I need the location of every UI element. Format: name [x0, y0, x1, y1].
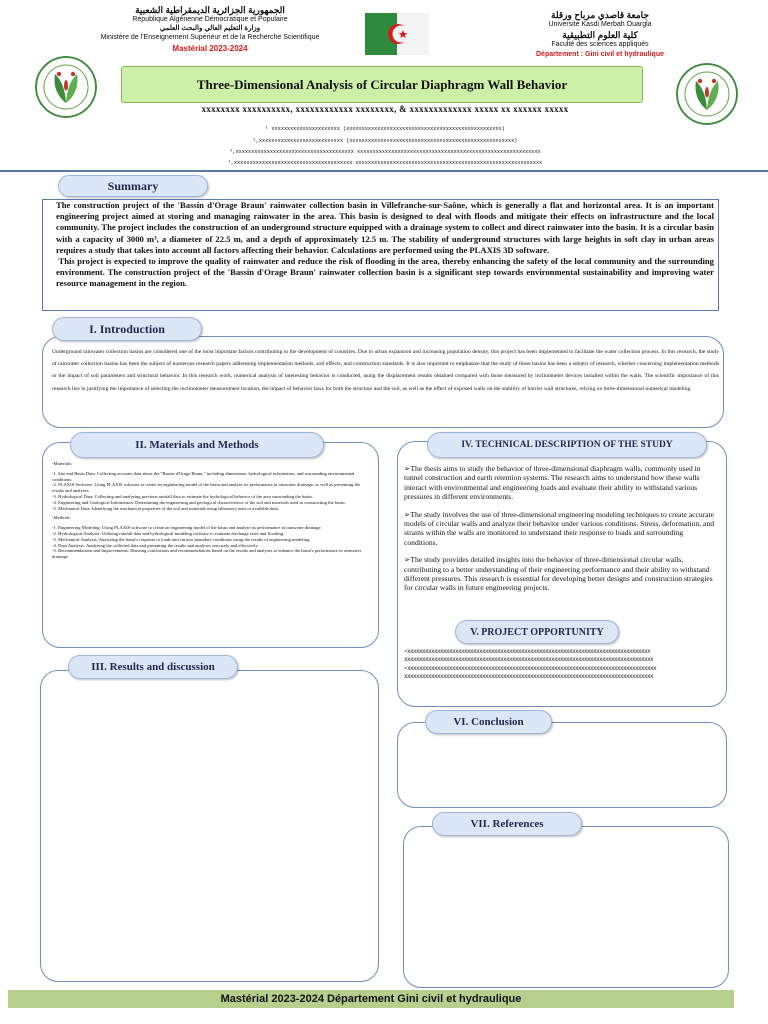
header-mastere: Mastérial 2023-2024 [172, 44, 248, 53]
materials-item: -3. Hydrological Data: Collecting and analyzing previous rainfall data to estimate the hydrological behavior of the area surrounding the basin. [52, 493, 313, 499]
university-logo-icon [35, 56, 97, 118]
opportunity-line: ➢xxxxxxxxxxxxxxxxxxxxxxxxxxxxxxxxxxxxxxxxxxxxxxxxxxxxxxxxxxxxxxxxxxxxxxxxxxxxxxxxx [404, 648, 651, 655]
summary-text [56, 200, 714, 290]
references-heading: VII. References [432, 812, 582, 836]
references-panel [403, 826, 729, 988]
header-department [480, 50, 720, 60]
authors: xxxxxxxx xxxxxxxxxx, xxxxxxxxxxxx xxxxxxxx, & xxxxxxxxxxxxx xxxxx xx xxxxxx xxxxx [201, 104, 569, 114]
methods-item: -4. Data Analysis: Analyzing the collected data and presenting the results and analyses concisely and effectively. [52, 542, 259, 548]
header-french-university: Université Kasdi Merbah Ouargla [548, 21, 652, 28]
summary-heading: Summary [58, 175, 208, 197]
technical-paragraph: ➢The thesis aims to study the behavior of three-dimensional diaphragm walls, commonly used in tunnel construction and earth retention systems. The research aims to understand how these walls interact with environmental and engineering loads and evaluate their ability to withstand various pressures in different environments. [404, 464, 701, 502]
header-french-ministry: Ministère de l'Enseignement Supérieur et de la Recherche Scientifique [100, 34, 320, 41]
introduction-heading: I. Introduction [52, 317, 202, 341]
results-heading: III. Results and discussion [68, 655, 238, 679]
university-logo-icon [676, 63, 738, 125]
technical-paragraph: ➢The study involves the use of three-dimensional engineering modeling techniques to create accurate models of circular walls and analyze their behavior under various conditions. Stress, deformation, and strains within the walls are monitored to understand their response to loads and surrounding conditions. [404, 509, 715, 547]
opportunity-text [404, 648, 718, 682]
algeria-flag-icon [365, 13, 429, 55]
header-divider [0, 170, 768, 172]
opportunity-heading: V. PROJECT OPPORTUNITY [455, 620, 619, 644]
department-value: Gini civil et hydraulique [585, 51, 664, 58]
affiliation-4: ⁴,xxxxxxxxxxxxxxxxxxxxxxxxxxxxxxxxxxxxxx xxxxxxxxxxxxxxxxxxxxxxxxxxxxxxxxxxxxxxxxxxxxxxxxxxxxxxxxxxxx [227, 160, 543, 166]
methods-item: -1. Engineering Modeling: Using PLAXIS software to create an engineering model of the basin and analyze its performance in rainwater drainage. [52, 525, 322, 531]
header-french-faculty: Faculté des sciences appliqués [551, 41, 649, 48]
header-right [480, 10, 720, 60]
methods-heading: II. Materials and Methods [70, 432, 324, 458]
department-label: Département : [536, 51, 584, 58]
poster-title: Three-Dimensional Analysis of Circular Diaphragm Wall Behavior [121, 66, 643, 103]
affiliation-1: ¹ xxxxxxxxxxxxxxxxxxxxxx (xxxxxxxxxxxxxxxxxxxxxxxxxxxxxxxxxxxxxxxxxxxxxxxxxx) [265, 126, 505, 132]
materials-item: -2. PLAXIS Software: Using PLAXIS software to create an engineering model of the basin and analyze its performance in rainwater drainage, as well as presenting the results and analyses. [52, 482, 361, 494]
materials-item: -1. Site and Basin Data: Collecting accurate data about the "Bassin d'Orage Braun," including dimensions, hydrological information, and surrounding environmental conditions. [52, 470, 355, 482]
materials-item: -5. Mechanical Data: Identifying the mechanical properties of the soil and materials using laboratory tests or available data. [52, 505, 279, 511]
footer: Mastérial 2023-2024 Département Gini civil et hydraulique [8, 990, 734, 1008]
header-arabic-university: جامعة قاصدي مرباح ورقلة [551, 10, 649, 20]
technical-text [404, 464, 718, 601]
methods-text [52, 461, 370, 560]
header-arabic-ministry: وزارة التعليم العالي والبحث العلمي [159, 25, 261, 32]
methods-item: -2. Hydrological Analysis: Utilizing rainfall data and hydrological modeling software to estimate discharge rates and flooding. [52, 530, 285, 536]
materials-label: -Materials: [52, 461, 73, 466]
header-arabic-republic: الجمهورية الجزائرية الديمقراطية الشعبية [135, 5, 285, 15]
summary-paragraph-2: This project is expected to improve the quality of rainwater and reduce the risk of flooding in the area, thereby enhancing the safety of the local community and the surrounding environment. The construction project of the 'Bassin d'Orage Braun' rainwater collection basin is a significant step towards environmental sustainability and improving water resource management in the region. [56, 256, 714, 289]
affiliation-3: ³,xxxxxxxxxxxxxxxxxxxxxxxxxxxxxxxxxxxxxx xxxxxxxxxxxxxxxxxxxxxxxxxxxxxxxxxxxxxxxxxxxxxxxxxxxxxxxxxxx [229, 149, 541, 155]
conclusion-panel [397, 722, 727, 808]
introduction-text: Underground rainwater collection basins are considered one of the most important factors contributing to the development of countries. Due to urban expansion and increasing population density, this project has been implemented to facilitate the water collection process. In this research, the study of rainwater collection basins has been the subject of numerous research papers addressing implementation methods, soil effects, and construction standards. It is also important to emphasize that the study of these basins has been a subject of research, whether concerning implementation methods or the impact of soil parameters and structural behavior. In this research work, numerical analysis of interesting behavior is conducted, using the displacement results obtained compared with those measured by inclinometer devices installed within the walls. The scientific importance of this research lies in justifying the importance of selecting the inclinometer measurement location, the impact of behavior laws for both the structure and the soil, as well as the effect of exposed walls on the stability of barrier wall structures, relying on three-dimensional numerical modeling. [52, 349, 719, 392]
header-french-republic: République Algérienne Démocratique et Populaire [132, 16, 288, 23]
technical-heading: IV. TECHNICAL DESCRIPTION OF THE STUDY [427, 432, 707, 458]
summary-paragraph-1: The construction project of the 'Bassin d'Orage Braun' rainwater collection basin in Villefranche-sur-Saône, which is generally a flat and horizontal area. It is an important engineering project aimed at storing and managing rainwater in the area. This basin is designed to deal with floods and mitigate their effects on infrastructure and the local community. The project includes the construction of an underground structure equipped with a drainage system to collect and direct rainwater into the basin. It is a circular basin with a capacity of 3000 m³, a diameter of 22.5 m, and a depth of approximately 12.5 m. The stability of underground structures with large heights in soft clay in urban areas requires a study that takes into account all factors affecting their behavior. Calculations are performed using the PLAXIS 3D software. [56, 200, 714, 255]
header-arabic-faculty: كلية العلوم التطبيقية [562, 30, 638, 40]
conclusion-heading: VI. Conclusion [425, 710, 552, 734]
methods-item: -3. Mechanical Analysis: Analyzing the basin's response to loads and various boundary conditions using the results of engineering modeling. [52, 536, 311, 542]
header-left [60, 6, 360, 53]
results-panel [40, 670, 379, 982]
opportunity-line: xxxxxxxxxxxxxxxxxxxxxxxxxxxxxxxxxxxxxxxxxxxxxxxxxxxxxxxxxxxxxxxxxxxxxxxxxxxxxxxxxxx [404, 673, 654, 681]
affiliation-2: ²,xxxxxxxxxxxxxxxxxxxxxxxxxxx (xxxxxxxxxxxxxxxxxxxxxxxxxxxxxxxxxxxxxxxxxxxxxxxxxxxxx) [252, 138, 518, 144]
technical-paragraph: ➢The study provides detailed insights into the behavior of three-dimensional circular walls, contributing to a better understanding of their engineering performance and their ability to withstand different pressures. This research is essential for developing better designs and construction strategies for circular walls in future engineering projects. [404, 555, 713, 593]
materials-item: -4. Engineering and Geological Information: Determining the engineering and geological characteristics of the soil and materials used in constructing the basin. [52, 499, 346, 505]
opportunity-line: xxxxxxxxxxxxxxxxxxxxxxxxxxxxxxxxxxxxxxxxxxxxxxxxxxxxxxxxxxxxxxxxxxxxxxxxxxxxxxxxxxx [404, 656, 654, 664]
methods-item: -5. Recommendations and Improvements: Drawing conclusions and recommendations based on the results and analyses to enhance the basin's performance in rainwater drainage. [52, 548, 362, 560]
opportunity-line: ➢xxxxxxxxxxxxxxxxxxxxxxxxxxxxxxxxxxxxxxxxxxxxxxxxxxxxxxxxxxxxxxxxxxxxxxxxxxxxxxxxxxx [404, 664, 657, 672]
methods-label: -Methods: [52, 515, 71, 521]
